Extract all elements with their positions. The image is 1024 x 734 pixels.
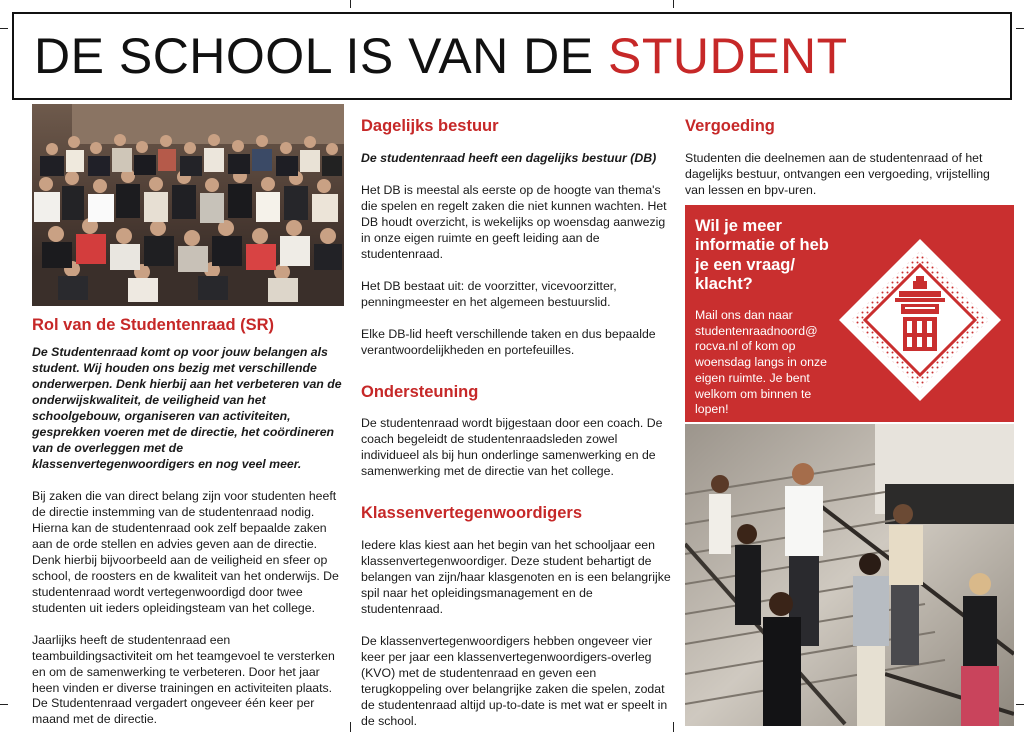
body-paragraph: Bij zaken die van direct belang zijn voor studenten heeft de directie instemming van de studentenraad nodig. Hierna kan de studentenraad ook zelf bepaalde zaken aan de orde stellen en advies geven aan de directie. Denk hierbij bijvoorbeeld aan de veiligheid en sfeer op school, de roosters en de kwaliteit van het onderwijs. De studentenraad wordt vertegenwoordigd door twee studenten uit ieders opleidingsteam van het college. [32,488,339,615]
page-title [34,28,848,84]
section-heading-klassenvertegenwoordigers: Klassenvertegenwoordigers [361,504,582,523]
crop-mark [350,0,351,8]
title-banner [12,12,1012,100]
section-heading-ondersteuning: Ondersteuning [361,382,479,401]
crop-mark [1016,28,1024,29]
body-paragraph: Het DB bestaat uit: de voorzitter, vicevoorzitter, penningmeester en het algemeen bestuurslid. [361,278,617,309]
crop-mark [0,704,8,705]
section-heading-dagelijks-bestuur: Dagelijks bestuur [361,117,499,135]
staircase-photo-image [685,424,1014,726]
body-paragraph: Iedere klas kiest aan het begin van het schooljaar een klassenvertegenwoordiger. Deze student behartigt de belangen van zijn/haar klasgenoten en is een belangrijke spil naar het opleidingsmanagement en de studentenraad. [361,538,671,617]
right-column [685,104,1015,199]
info-text: Mail ons dan naar studentenraadnoord@ rocva.nl of kom op woensdag langs in onze eigen ruimte. Je bent welkom om binnen te lopen! [695,308,827,417]
body-paragraph: Het DB is meestal als eerste op de hoogte van thema's die spelen en regelt zaken die niet kunnen wachten. Het DB houdt overzicht, is wekelijks op woensdag aanwezig in onze eigen ruimte en geeft leiding aan de studentenraad. [361,182,667,261]
body-paragraph: Studenten die deelnemen aan de studentenraad of het dagelijks bestuur, ontvangen een vergoeding, vrijstelling van lessen en bpv-uren. [685,150,990,197]
crop-mark [673,722,674,732]
crop-mark [673,0,674,8]
section-heading-vergoeding: Vergoeding [685,117,775,135]
crop-mark [1016,704,1024,705]
title-accent-text: STUDENT [608,28,848,84]
intro-paragraph: De Studentenraad komt op voor jouw belangen als student. Wij houden ons bezig met verschillende onderwerpen. Denk hierbij aan het verbeteren van de onderwijskwaliteit, de veiligheid van het schoolgebouw, organiseren van activiteiten, gesprekken voeren met de directie, het coördineren van de overleggen met de klassenvertegenwoordigers en nog veel meer. [32,344,342,471]
body-paragraph: Elke DB-lid heeft verschillende taken en dus bepaalde verantwoordelijkheden en portefeuilles. [361,326,656,357]
middle-column [361,104,671,730]
crop-mark [0,28,8,29]
group-photo-image [32,104,344,306]
body-paragraph: De klassenvertegenwoordigers hebben ongeveer vier keer per jaar een klassenvertegenwoordigers-overleg (KVO) met de studentenraad en geven een terugkoppeling over belangrijke zaken die spelen, zodat de studentenraad altijd up-to-date is met wat er speelt in de school. [361,634,668,729]
db-lead: De studentenraad heeft een dagelijks bestuur (DB) [361,150,657,165]
section-heading-rol: Rol van de Studentenraad (SR) [32,316,275,334]
left-column [32,104,344,728]
body-paragraph: De studentenraad wordt bijgestaan door een coach. De coach begeleidt de studentenraadsleden zowel individueel als bij hun onderlinge samenwerking en de samenwerking met de directie van het college. [361,416,663,479]
info-heading: Wil je meer informatie of heb je een vraag/ klacht? [695,217,829,294]
body-paragraph: Jaarlijks heeft de studentenraad een teambuildingsactiviteit om het teamgevoel te versterken en om de samenwerking te verbeteren. Door het jaar heen vinden er diverse trainingen en activiteiten plaats. De Studentenraad vergadert ongeveer één keer per maand met de directie. [32,632,335,727]
title-main-text: DE SCHOOL IS VAN DE [34,28,609,84]
crop-mark [350,722,351,732]
info-box [685,205,1014,422]
tower-logo-icon [835,235,1005,410]
